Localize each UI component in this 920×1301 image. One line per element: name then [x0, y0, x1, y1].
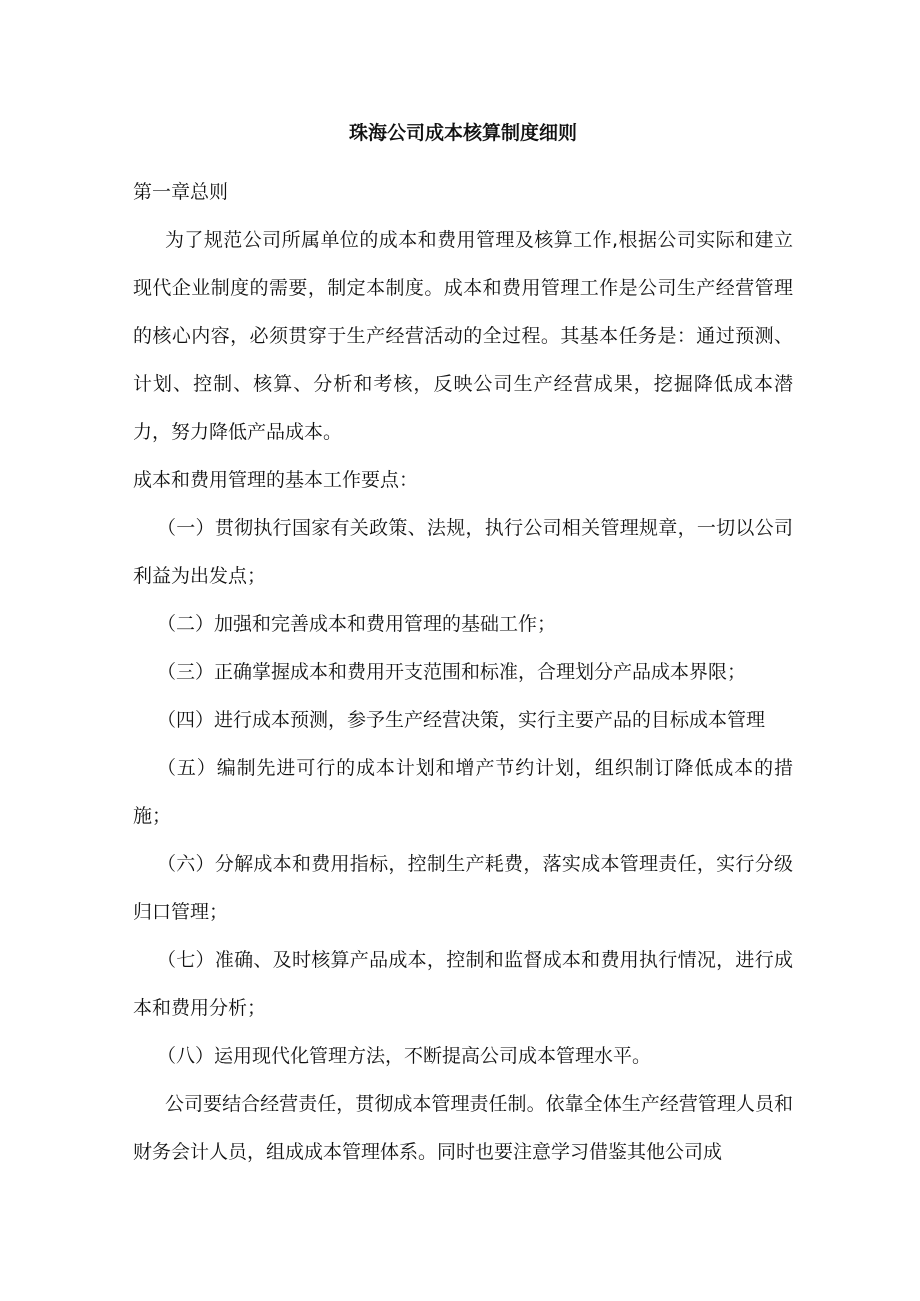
point-1: （一）贯彻执行国家有关政策、法规，执行公司相关管理规章，一切以公司利益为出发点；: [133, 517, 793, 587]
point-3: （三）正确掌握成本和费用开支范围和标准，合理划分产品成本界限；: [157, 661, 747, 683]
point-8: （八）运用现代化管理方法，不断提高公司成本管理水平。: [157, 1045, 652, 1067]
chapter-heading: 第一章总则: [133, 181, 229, 203]
point-7: （七）准确、及时核算产品成本，控制和监督成本和费用执行情况，进行成本和费用分析；: [133, 949, 793, 1019]
intro-paragraph: 为了规范公司所属单位的成本和费用管理及核算工作,根据公司实际和建立现代企业制度的需要，制定本制度。成本和费用管理工作是公司生产经营管理的核心内容，必须贯穿于生产经营活动的全过程。其基本任务是：通过预测、计划、控制、核算、分析和考核，反映公司生产经营成果，挖掘降低成本潜力，努力降低产品成本。: [133, 229, 793, 443]
point-4: （四）进行成本预测，参予生产经营决策，实行主要产品的目标成本管理: [157, 709, 766, 731]
point-2: （二）加强和完善成本和费用管理的基础工作；: [157, 613, 557, 635]
points-heading: 成本和费用管理的基本工作要点：: [133, 469, 419, 491]
document-body: [133, 118, 793, 1176]
document-title: 珠海公司成本核算制度细则: [348, 122, 577, 144]
point-5: （五）编制先进可行的成本计划和增产节约计划，组织制订降低成本的措施；: [133, 757, 793, 827]
point-6: （六）分解成本和费用指标，控制生产耗费，落实成本管理责任，实行分级归口管理；: [133, 853, 793, 923]
closing-paragraph: 公司要结合经营责任，贯彻成本管理责任制。依靠全体生产经营管理人员和财务会计人员，组成成本管理体系。同时也要注意学习借鉴其他公司成: [133, 1093, 793, 1163]
